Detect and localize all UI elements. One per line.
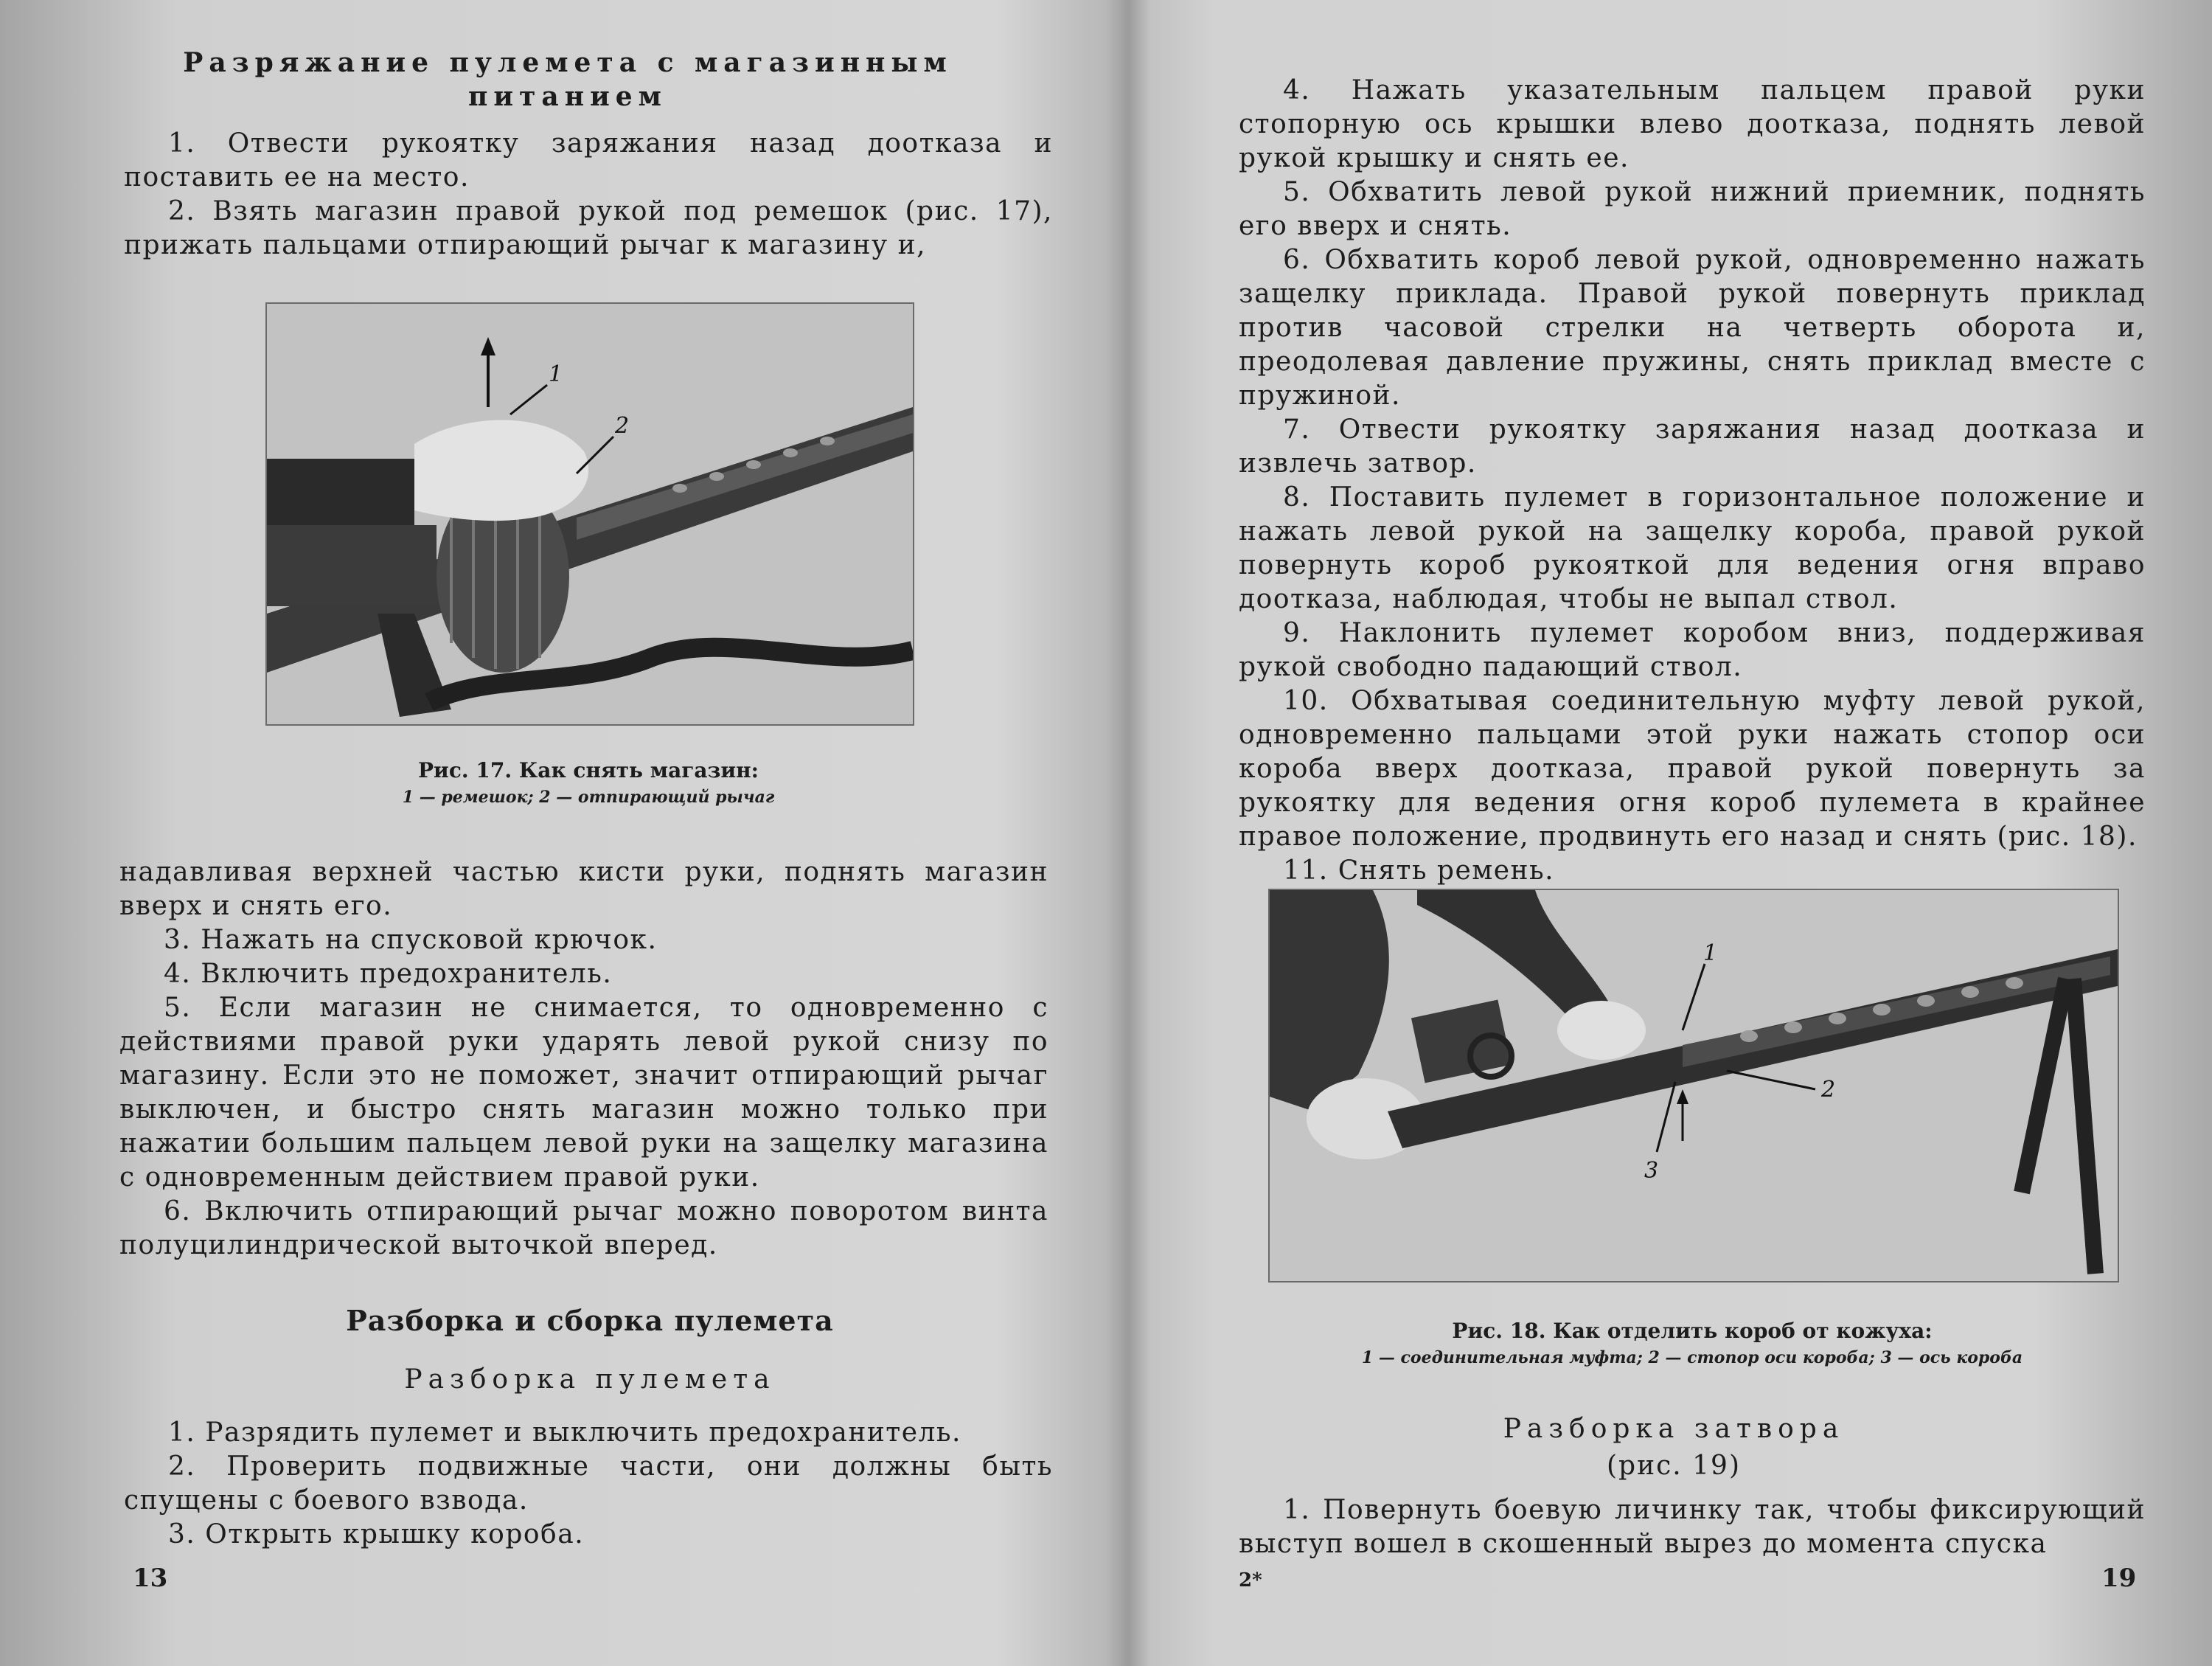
- subheading-disassembly-assembly: Разборка и сборка пулемета: [346, 1304, 834, 1337]
- paragraph: 2. Проверить подвижные части, они должны быть спущены с боевого взвода.: [124, 1451, 1053, 1516]
- paragraph: 6. Включить отпирающий рычаг можно поворотом винта полуцилиндрической выточкой вперед.: [119, 1196, 1048, 1260]
- paragraph: 1. Повернуть боевую личинку так, чтобы фиксирующий выступ вошел в скошенный вырез до момента спуска: [1239, 1495, 2146, 1559]
- body-text: [119, 855, 1048, 1263]
- paragraph: 4. Включить предохранитель.: [164, 959, 613, 989]
- figure-18-callout: 1: [1703, 940, 1718, 966]
- paragraph: 1. Отвести рукоятку заряжания назад доотказа и поставить ее на место.: [124, 128, 1053, 192]
- paragraph: 5. Обхватить левой рукой нижний приемник, поднять его вверх и снять.: [1239, 177, 2146, 241]
- paragraph: 2. Взять магазин правой рукой под ремешок (рис. 17), прижать пальцами отпирающий рычаг к магазину и,: [124, 196, 1053, 260]
- disassembly-text: [124, 1416, 1053, 1552]
- paragraph: 1. Разрядить пулемет и выключить предохранитель.: [168, 1417, 961, 1448]
- figure-17-callout: 1: [549, 361, 563, 387]
- intro-text: [124, 127, 1053, 263]
- section-title: [147, 46, 988, 114]
- subheading-bolt-disassembly: Разборка затвора: [1503, 1414, 1845, 1444]
- right-page: [1121, 0, 2212, 1666]
- figure-18-photo: [1268, 889, 2119, 1283]
- paragraph: 3. Открыть крышку короба.: [168, 1519, 585, 1549]
- section-title-line1: Разряжание пулемета с магазинным: [183, 47, 953, 78]
- paragraph: 3. Нажать на спусковой крючок.: [164, 925, 658, 955]
- figure-18-callout: 3: [1644, 1158, 1659, 1184]
- paragraph: 9. Наклонить пулемет коробом вниз, поддерживая рукой свободно падающий ствол.: [1239, 618, 2146, 682]
- bolt-text: [1239, 1493, 2146, 1561]
- paragraph: 8. Поставить пулемет в горизонтальное положение и нажать левой рукой на защелку короба, правой рукой повернуть короб рукояткой для ведения огня вправо доотказа, наблюдая, чтобы не выпал ствол.: [1239, 482, 2146, 614]
- paragraph: 5. Если магазин не снимается, то одновременно с действиями правой руки ударять левой рукой снизу по магазину. Если это не поможет, значит отпирающий рычаг выключен, и быстро снять магазин можно только при нажатии большим пальцем левой руки на защелку магазина с одновременным действием правой руки.: [119, 993, 1048, 1193]
- subheading-disassembly: Разборка пулемета: [404, 1364, 776, 1395]
- figure-17-caption-title: Рис. 17. Как снять магазин:: [418, 758, 759, 782]
- figure-17-photo: [265, 302, 914, 726]
- paragraph: 6. Обхватить короб левой рукой, одновременно нажать защелку приклада. Правой рукой повернуть приклад против часовой стрелки на четверть оборота и, преодолевая давление пружины, снять приклад вместе с пружиной.: [1239, 245, 2146, 411]
- figure-18-caption-legend: 1 — соединительная муфта; 2 — стопор оси короба; 3 — ось короба: [1361, 1348, 2023, 1367]
- body-text: [1239, 74, 2146, 888]
- page-number: 19: [2101, 1563, 2137, 1593]
- figure-18-caption-title: Рис. 18. Как отделить короб от кожуха:: [1452, 1319, 1933, 1343]
- paragraph: 4. Нажать указательным пальцем правой руки стопорную ось крышки влево доотказа, поднять левой рукой крышку и снять ее.: [1239, 75, 2146, 173]
- page-number: 13: [133, 1563, 168, 1593]
- paragraph: 7. Отвести рукоятку заряжания назад доотказа и извлечь затвор.: [1239, 414, 2146, 479]
- figure-17-callout: 2: [615, 413, 630, 439]
- paragraph: 11. Снять ремень.: [1283, 855, 1555, 886]
- signature-mark: 2*: [1239, 1569, 1262, 1592]
- figure-17-caption-legend: 1 — ремешок; 2 — отпирающий рычаг: [402, 788, 775, 807]
- figure-18-callout: 2: [1821, 1077, 1836, 1103]
- paragraph: 10. Обхватывая соединительную муфту левой рукой, одновременно пальцами этой руки нажать стопор оси короба вверх доотказа, правой рукой повернуть за рукоятку для ведения огня короб пулемета в крайнее правое положение, продвинуть его назад и снять (рис. 18).: [1239, 686, 2146, 852]
- section-title-line2: питанием: [468, 81, 667, 112]
- subheading-figure-ref: (рис. 19): [1607, 1451, 1741, 1481]
- paragraph: надавливая верхней частью кисти руки, поднять магазин вверх и снять его.: [119, 857, 1048, 921]
